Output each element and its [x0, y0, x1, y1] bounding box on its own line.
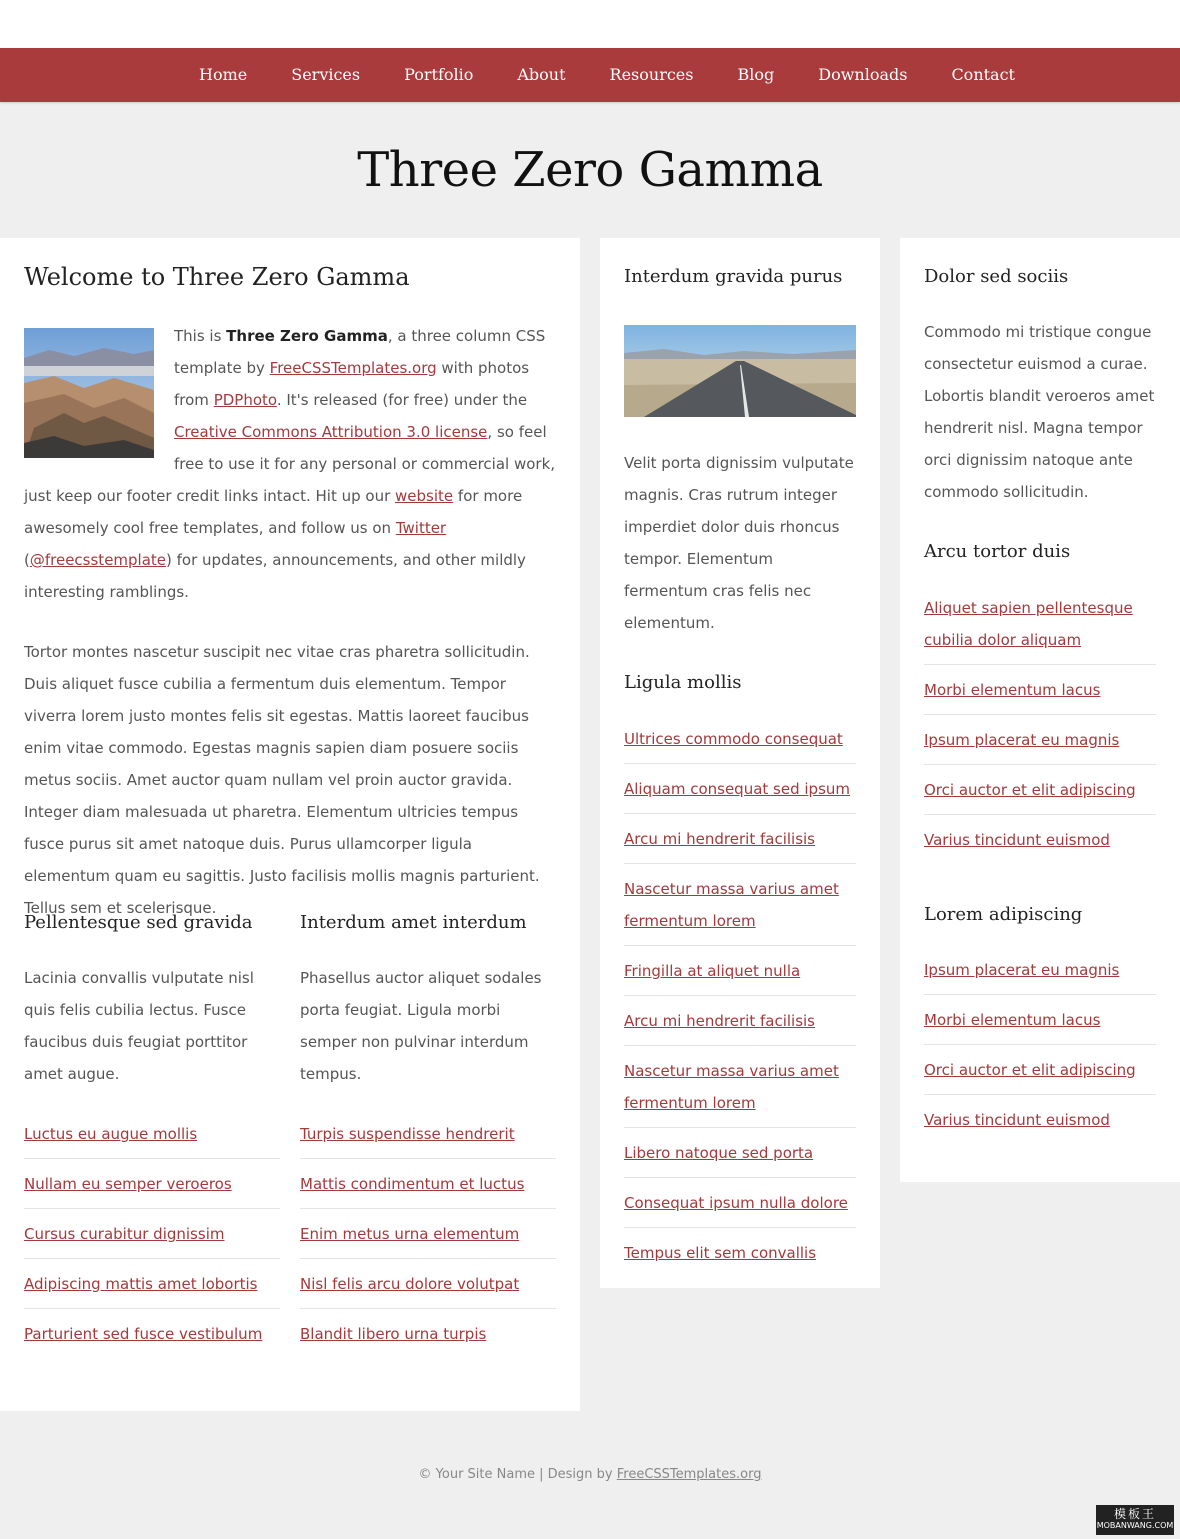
list-item [924, 994, 1156, 1044]
list-item [24, 1308, 280, 1358]
sub-left-heading: Pellentesque sed gravida [24, 912, 253, 933]
intro-text: with photos from [174, 359, 530, 409]
main-column [0, 238, 580, 1411]
list-item [924, 714, 1156, 764]
intro-bold: Three Zero Gamma [226, 327, 388, 345]
mid-heading-2: Ligula mollis [624, 672, 742, 693]
list-item [624, 995, 856, 1045]
link[interactable]: Aliquet sapien pellentesque cubilia dolor aliquam [924, 599, 1133, 649]
link[interactable]: Parturient sed fusce vestibulum [24, 1325, 263, 1343]
link[interactable]: Blandit libero urna turpis [300, 1325, 487, 1343]
freecsstemplates-link[interactable]: FreeCSSTemplates.org [269, 359, 437, 377]
list-item [624, 1227, 856, 1277]
pdphoto-link[interactable]: PDPhoto [213, 391, 277, 409]
link[interactable]: Luctus eu augue mollis [24, 1125, 198, 1143]
sub-left-links [24, 1118, 280, 1358]
list-item [24, 1208, 280, 1258]
right-heading-3: Lorem adipiscing [924, 904, 1083, 925]
list-item [624, 1127, 856, 1177]
website-link[interactable]: website [395, 487, 454, 505]
link[interactable]: Ipsum placerat eu magnis [924, 961, 1120, 979]
sub-right-links [300, 1118, 556, 1358]
list-item [624, 1045, 856, 1127]
list-item [924, 1094, 1156, 1144]
list-item [24, 1118, 280, 1158]
main-paragraph-2: Tortor montes nascetur suscipit nec vitae cras pharetra sollicitudin. Duis aliquet fusce cubilia a fermentum duis elementum. Tempor viverra lorem justo montes felis sit egestas. Mattis laoreet faucibus enim vitae commodo. Egestas magnis sapien diam posuere sociis metus sociis. Amet auctor quam nullam vel proin auctor gravida. Integer diam malesuada ut pharetra. Elementum ultricies tempus fusce purus sit amet natoque duis. Purus ullamcorper ligula elementum quam eu sagittis. Justo facilisis mollis magnis parturient. Tellus sem et scelerisque. [24, 643, 540, 917]
sub-left-text: Lacinia convallis vulputate nisl quis felis cubilia lectus. Fusce faucibus duis feugiat porttitor amet augue. [24, 969, 254, 1083]
link[interactable]: Nullam eu semper veroeros [24, 1175, 232, 1193]
list-item [24, 1158, 280, 1208]
footer-credit-link[interactable]: FreeCSSTemplates.org [616, 1467, 762, 1482]
link[interactable]: Ultrices commodo consequat [624, 730, 843, 748]
right-text-1: Commodo mi tristique congue consectetur euismod a curae. Lobortis blandit veroeros amet hendrerit nisl. Magna tempor orci dignissim natoque ante commodo sollicitudin. [924, 323, 1155, 501]
list-item [624, 763, 856, 813]
intro-text: for more awesomely cool free templates, and follow us on [24, 487, 523, 537]
link[interactable]: Morbi elementum lacus [924, 681, 1101, 699]
link[interactable]: Ipsum placerat eu magnis [924, 731, 1120, 749]
list-item [924, 592, 1156, 664]
intro-text: , a three column CSS template by [174, 327, 546, 377]
list-item [624, 813, 856, 863]
nav-portfolio[interactable]: Portfolio [404, 65, 474, 84]
list-item [924, 1044, 1156, 1094]
link[interactable]: Nisl felis arcu dolore volutpat [300, 1275, 520, 1293]
link[interactable]: Nascetur massa varius amet fermentum lorem [624, 880, 839, 930]
nav-contact[interactable]: Contact [951, 65, 1015, 84]
watermark-url: MOBANWANG.COM [1096, 1521, 1174, 1530]
right-heading-2: Arcu tortor duis [924, 541, 1071, 562]
list-item [24, 1258, 280, 1308]
mid-heading-1: Interdum gravida purus [624, 266, 843, 287]
sub-column-left [24, 906, 280, 1358]
nav-downloads[interactable]: Downloads [818, 65, 908, 84]
sub-right-text: Phasellus auctor aliquet sodales porta feugiat. Ligula morbi semper non pulvinar interdum tempus. [300, 969, 542, 1083]
link[interactable]: Arcu mi hendrerit facilisis [624, 1012, 816, 1030]
link[interactable]: Consequat ipsum nulla dolore [624, 1194, 848, 1212]
link[interactable]: Morbi elementum lacus [924, 1011, 1101, 1029]
intro-text: , so feel free to use it for any personal or commercial work, just keep our footer credit links intact. Hit up our [24, 423, 556, 505]
link[interactable]: Nascetur massa varius amet fermentum lorem [624, 1062, 839, 1112]
link[interactable]: Arcu mi hendrerit facilisis [624, 830, 816, 848]
list-item [300, 1118, 556, 1158]
list-item [300, 1208, 556, 1258]
watermark-logo [1096, 1505, 1174, 1535]
mid-links [624, 723, 856, 1277]
list-item [300, 1308, 556, 1358]
link[interactable]: Aliquam consequat sed ipsum [624, 780, 850, 798]
intro-text: This is [174, 327, 227, 345]
main-heading: Welcome to Three Zero Gamma [24, 263, 410, 291]
sub-column-right [300, 906, 556, 1358]
watermark-title: 模板王 [1113, 1507, 1156, 1521]
link[interactable]: Tempus elit sem convallis [624, 1244, 817, 1262]
link[interactable]: Cursus curabitur dignissim [24, 1225, 225, 1243]
license-link[interactable]: Creative Commons Attribution 3.0 license [174, 423, 488, 441]
site-title: Three Zero Gamma [357, 142, 823, 198]
nav-home[interactable]: Home [199, 65, 248, 84]
list-item [924, 814, 1156, 864]
nav-about[interactable]: About [517, 65, 566, 84]
link[interactable]: Varius tincidunt euismod [924, 831, 1110, 849]
link[interactable]: Enim metus urna elementum [300, 1225, 520, 1243]
twitter-handle-link[interactable]: @freecsstemplate [29, 551, 167, 569]
right-heading-1: Dolor sed sociis [924, 266, 1069, 287]
nav-blog[interactable]: Blog [737, 65, 775, 84]
sub-right-heading: Interdum amet interdum [300, 912, 527, 933]
right-links-1 [924, 592, 1156, 864]
link[interactable]: Adipiscing mattis amet lobortis [24, 1275, 258, 1293]
nav-services[interactable]: Services [291, 65, 361, 84]
link[interactable]: Varius tincidunt euismod [924, 1111, 1110, 1129]
mid-text-1: Velit porta dignissim vulputate magnis. Cras rutrum integer imperdiet dolor duis rhoncus tempor. Elementum fermentum cras felis nec elementum. [624, 454, 854, 632]
footer-text: © Your Site Name | Design by [418, 1467, 617, 1482]
nav-resources[interactable]: Resources [609, 65, 694, 84]
list-item [924, 664, 1156, 714]
link[interactable]: Orci auctor et elit adipiscing [924, 1061, 1136, 1079]
intro-text: ( [24, 551, 30, 569]
list-item [624, 1177, 856, 1227]
link[interactable]: Libero natoque sed porta [624, 1144, 814, 1162]
right-column [900, 238, 1180, 1182]
list-item [924, 954, 1156, 994]
intro-text: ) for updates, announcements, and other mildly interesting ramblings. [24, 551, 526, 601]
twitter-link[interactable]: Twitter [395, 519, 447, 537]
landscape-photo [24, 328, 154, 458]
list-item [300, 1158, 556, 1208]
link[interactable]: Orci auctor et elit adipiscing [924, 781, 1136, 799]
footer [0, 1465, 1180, 1485]
link[interactable]: Mattis condimentum et luctus [300, 1175, 525, 1193]
list-item [300, 1258, 556, 1308]
top-bar [0, 0, 1180, 48]
link[interactable]: Fringilla at aliquet nulla [624, 962, 801, 980]
road-photo [624, 325, 856, 417]
middle-column [600, 238, 880, 1288]
intro-text: . It's released (for free) under the [276, 391, 528, 409]
main-nav [0, 48, 1180, 102]
list-item [624, 945, 856, 995]
list-item [624, 863, 856, 945]
list-item [624, 723, 856, 763]
list-item [924, 764, 1156, 814]
right-links-2 [924, 954, 1156, 1144]
link[interactable]: Turpis suspendisse hendrerit [300, 1125, 515, 1143]
